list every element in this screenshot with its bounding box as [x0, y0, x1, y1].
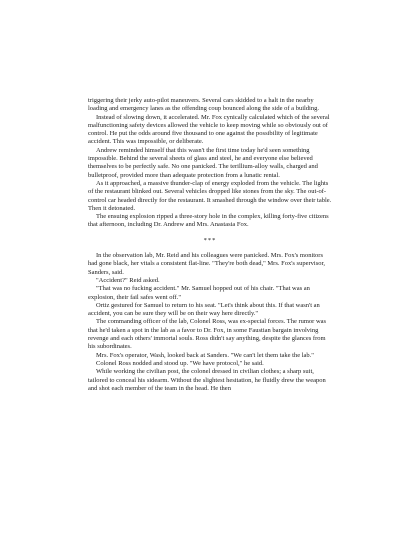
- section-break: ***: [203, 236, 217, 244]
- paragraph: In the observation lab, Mr. Reid and his colleagues were panicked. Mrs. Fox's monitors had gone black, her vitals a consistent flat-line. "They're both dead," Mrs. Fox's supervisor, Sanders, said.: [88, 252, 325, 276]
- paragraph: The ensuing explosion ripped a three-story hole in the complex, killing forty-five citizens that afternoon, including Dr. Andrew and Mrs. Anastasia Fox.: [88, 213, 329, 229]
- paragraph: "That was no fucking accident." Mr. Samuel hopped out of his chair. "That was an explosion, their fail safes went off.": [88, 285, 310, 301]
- body-text: [88, 97, 332, 393]
- paragraph: The commanding officer of the lab, Colonel Ross, was ex-special forces. The rumor was that he'd taken a spot in the lab as a favor to Dr. Fox, in some Faustian bargain involving revenge and each others' immortal souls. Ross didn't say anything, despite the glances from his subordinates.: [88, 318, 327, 351]
- paragraph: As it approached, a massive thunder-clap of energy exploded from the vehicle. The lights of the restaurant blinked out. Several vehicles dropped like stones from the sky. The out-of-control car headed directly for the restaurant. It smashed through the window over their table. Then it detonated.: [88, 179, 332, 212]
- paragraph: Colonel Ross nodded and stood up. "We have protocol," he said.: [96, 359, 264, 367]
- paragraph: "Accident?" Reid asked.: [96, 276, 160, 284]
- paragraph: While working the civilian post, the colonel dressed in civilian clothes; a sharp suit, tailored to conceal his sidearm. Without the slightest hesitation, he fluidly drew the weapon and shot each member of the team in the head. He then: [88, 368, 326, 392]
- paragraph: Ortiz gestured for Samuel to return to his seat. "Let's think about this. If that wasn't an accident, you can be sure they will be on their way here directly.": [88, 301, 320, 318]
- paragraph: Instead of slowing down, it accelerated. Mr. Fox cynically calculated which of the several malfunctioning safety devices allowed the vehicle to keep moving while so obviously out of control. He put the odds around five thousand to one against the possibility of legitimate accident. This was impossible, or deliberate.: [88, 113, 330, 146]
- paragraph: triggering their jerky auto-pilot maneuvers. Several cars skidded to a halt in the nearby loading and emergency lanes as the offending coup bounced along the side of a building.: [88, 97, 319, 113]
- paragraph: Mrs. Fox's operator, Wash, looked back at Sanders. "We can't let them take the lab.": [96, 351, 314, 359]
- paragraph: Andrew reminded himself that this wasn't the first time today he'd seen something impossible. Behind the several sheets of glass and steel, he and everyone else believed themselves to be perfectly safe. No one panicked. The terillium-alloy walls, charged and bulletproof, provided more than adequate protection from a lunatic rental.: [88, 146, 318, 179]
